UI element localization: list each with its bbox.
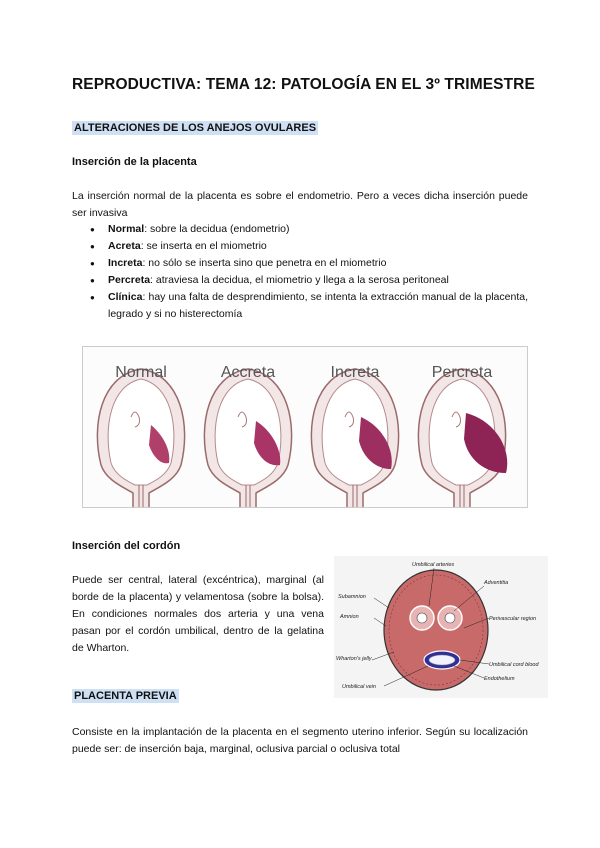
placenta-previa-paragraph: Consiste en la implantación de la placenta en el segmento uterino inferior. Según su localización puede ser: de inserción baja, marginal, oclusiva parcial o oclusiva total bbox=[72, 726, 528, 755]
label-cord-blood: Umbilical cord blood bbox=[489, 662, 539, 668]
bullet-term: Normal bbox=[108, 223, 145, 235]
figure-label: Normal bbox=[115, 364, 167, 381]
umbilical-cord-figure bbox=[334, 556, 548, 698]
section-heading-anejos bbox=[72, 122, 318, 134]
bullet-text: : atraviesa la decidua, el miometrio y llega a la serosa peritoneal bbox=[150, 274, 449, 286]
section-heading-text: PLACENTA PREVIA bbox=[74, 690, 177, 702]
bullet-term: Increta bbox=[108, 257, 143, 269]
section-heading-placenta-previa bbox=[72, 690, 179, 702]
label-subamnion: Subamnion bbox=[338, 594, 366, 600]
label-adventitia: Adventitia bbox=[484, 580, 509, 586]
intro-paragraph: La inserción normal de la placenta es sobre el endometrio. Pero a veces dicha inserción puede ser invasiva bbox=[72, 190, 528, 219]
label-perivascular: Perivascular region bbox=[489, 616, 537, 622]
label-endothelium: Endothelium bbox=[484, 676, 515, 682]
page-title: REPRODUCTIVA: TEMA 12: PATOLOGÍA EN EL 3º TRIMESTRE bbox=[72, 76, 535, 93]
bullet-text: : se inserta en el miometrio bbox=[140, 240, 267, 252]
bullet-text: : no sólo se inserta sino que penetra en el miometrio bbox=[142, 257, 387, 269]
list-item bbox=[108, 221, 528, 238]
bullet-term: Acreta bbox=[108, 240, 141, 252]
list-item bbox=[108, 238, 528, 255]
subheading-insercion-cordon: Inserción del cordón bbox=[72, 540, 181, 552]
label-umbilical-arteries: Umbilical arteries bbox=[412, 562, 455, 568]
list-item bbox=[108, 272, 528, 289]
bullet-text: : sobre la decidua (endometrio) bbox=[144, 223, 290, 235]
list-item bbox=[108, 255, 528, 272]
label-wharton: Wharton's jelly bbox=[336, 656, 372, 662]
umbilical-cord-diagram bbox=[334, 556, 548, 698]
placenta-insertion-figure bbox=[82, 346, 528, 508]
figure-label: Percreta bbox=[431, 364, 493, 381]
placenta-insertion-illustration bbox=[83, 347, 527, 507]
bullet-text: : hay una falta de desprendimiento, se intenta la extracción manual de la placenta, legrado y si no histerectomía bbox=[108, 291, 528, 320]
insertion-types-list bbox=[108, 221, 528, 323]
list-item bbox=[108, 289, 528, 323]
figure-label: Increta bbox=[330, 364, 380, 381]
label-umbilical-vein: Umbilical vein bbox=[342, 684, 376, 690]
subheading-insercion-placenta: Inserción de la placenta bbox=[72, 156, 197, 168]
bullet-term: Clínica bbox=[108, 291, 143, 303]
section-heading-text: ALTERACIONES DE LOS ANEJOS OVULARES bbox=[74, 122, 317, 134]
figure-label: Accreta bbox=[220, 364, 276, 381]
cord-paragraph: Puede ser central, lateral (excéntrica), marginal (al borde de la placenta) y velamentosa (sobre la bolsa). En condiciones normales dos arteria y una vena pasan por el cordón umbilical, dentro de la gelatina de Wharton. bbox=[72, 574, 324, 654]
bullet-term: Percreta bbox=[108, 274, 151, 286]
cord-cross-section bbox=[384, 570, 488, 690]
label-amnion: Amnion bbox=[340, 614, 359, 620]
